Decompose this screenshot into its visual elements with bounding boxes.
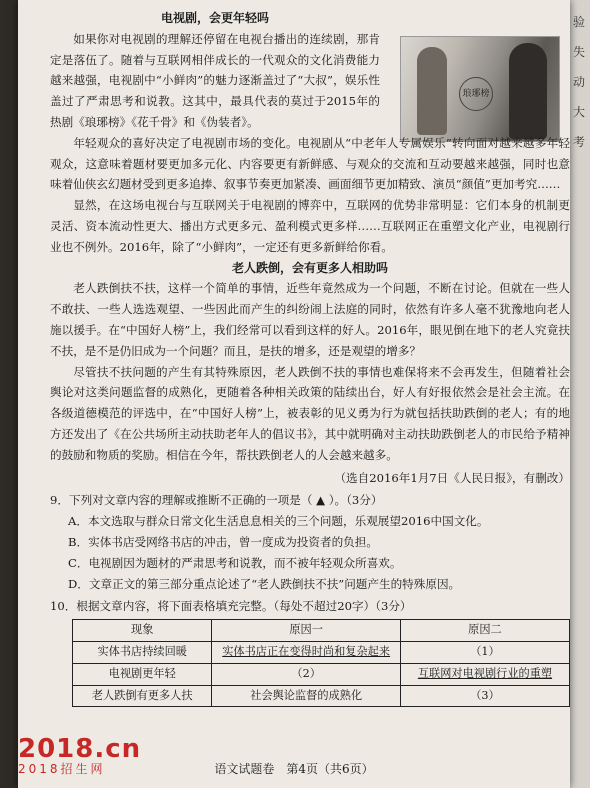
table-cell: 实体书店持续回暖: [73, 641, 212, 663]
table-header: 原因二: [400, 620, 569, 642]
table-header: 现象: [73, 620, 212, 642]
table-header: 原因一: [212, 620, 400, 642]
page-footer: 语文试题卷 第4页（共6页）: [214, 762, 374, 776]
watermark-subtext: 2018招生网: [18, 762, 106, 776]
table-row: [73, 685, 570, 707]
answer-table: [72, 619, 570, 707]
option-a: A．本文选取与群众日常文化生活息息相关的三个问题，乐观展望2016中国文化。: [68, 514, 489, 529]
answer-blank-3[interactable]: （3）: [400, 685, 569, 707]
table-row: [73, 663, 570, 685]
option-d: D．文章正文的第三部分重点论述了“老人跌倒扶不扶”问题产生的特殊原因。: [68, 576, 461, 591]
answer-blank-1[interactable]: （1）: [400, 641, 569, 663]
edge-char: 失: [573, 45, 586, 59]
background-left-edge: [0, 0, 18, 788]
article-body: [50, 8, 570, 707]
table-cell: 社会舆论监督的成熟化: [212, 685, 400, 707]
section-title-tv: 电视剧，会更年轻吗: [160, 11, 269, 25]
question-10: [50, 596, 570, 707]
exam-page: [18, 0, 570, 788]
paragraph: 显然，在这场电视台与互联网关于电视剧的博弈中，互联网的优势非常明显：它们本身的机制更灵活、资本流动性更大、播出方式更多元、盈利模式更多样……互联网正在重塑文化产业，电视剧行业也不例外。2016年，除了“小鲜肉”，一定还有更多新鲜给你看。: [50, 198, 570, 254]
paragraph: 老人跌倒扶不扶，这样一个简单的事情，近些年竟然成为一个问题，不断在讨论。但就在一些人不敢扶、一些人选选观望、一些因此而产生的纠纷闹上法庭的同时，依然有许多人毫不犹豫地向老人施以援手。在“中国好人榜”上，我们经常可以看到这样的好人。2016年，眼见倒在地下的老人究竟扶不扶，是不是仍旧成为一个问题？而且，是扶的增多，还是观望的增多？: [50, 281, 570, 358]
edge-char: 考: [573, 135, 586, 149]
table-cell: 老人跌倒有更多人扶: [73, 685, 212, 707]
table-cell: 互联网对电视剧行业的重塑: [400, 663, 569, 685]
table-row: [73, 641, 570, 663]
question-stem: 10．根据文章内容，将下面表格填充完整。（每处不超过20字）（3分）: [50, 599, 412, 614]
table-header-row: [73, 620, 570, 642]
paragraph: 尽管扶不扶问题的产生有其特殊原因，老人跌倒不扶的事情也难保将来不会再发生，但随着社会舆论对这类问题监督的成熟化，更随着各种相关政策的陆续出台，好人有好报依然会是社会主流。在各级道德模范的评选中，在“中国好人榜”上，被表彰的见义勇为行为就包括扶助跌倒的老人；有的地方还发出了《在公共场所主动扶助老年人的倡议书》，其中就明确对主动扶助跌倒老人的市民给予精神的鼓励和物质的奖励。相信在今年，帮扶跌倒老人的人会越来越多。: [50, 364, 570, 462]
source-note: （选自2016年1月7日《人民日报》，有删改）: [334, 470, 570, 485]
site-watermark: [18, 734, 146, 777]
answer-blank-2[interactable]: （2）: [212, 663, 400, 685]
photo-title-logo: 琅琊榜: [459, 77, 493, 111]
watermark-logo-text: 2018.cn: [18, 734, 142, 764]
table-cell: 电视剧更年轻: [73, 663, 212, 685]
question-9: [50, 490, 570, 594]
question-stem: 9．下列对文章内容的理解或推断不正确的一项是（ ▲ ）。（3分）: [50, 493, 383, 508]
option-c: C．电视剧因为题材的严肃思考和说教，而不被年轻观众所喜欢。: [68, 555, 402, 570]
option-b: B．实体书店受网络书店的冲击，曾一度成为投资者的负担。: [68, 534, 378, 549]
edge-char: 大: [573, 105, 586, 119]
paragraph: 如果你对电视剧的理解还停留在电视台播出的连续剧，那肯定是落伍了。随着与互联网相伴成长的一代观众的文化消费能力越来越强，电视剧中“小鲜肉”的魅力逐渐盖过了“大叔”，娱乐性盖过了严肃思考和说教。这其中，最具代表的莫过于2015年的热剧《琅琊榜》《花千骨》和《伪装者》。: [50, 31, 380, 129]
edge-char: 验: [573, 15, 586, 29]
table-cell: 实体书店正在变得时尚和复杂起来: [212, 641, 400, 663]
paragraph: 年轻观众的喜好决定了电视剧市场的变化。电视剧从“中老年人专属娱乐”转向面对越来越多年轻观众，这意味着题材要更加多元化、内容要更有新鲜感、与观众的交流和互动要越来越强，同时也意味着仙侠玄幻题材受到更多追捧、叙事节奏更加紧凑、画面细节更加精致、演员“颜值”更加考究……: [50, 135, 570, 192]
adjacent-page-edge: [570, 0, 590, 788]
section-title-elderly: 老人跌倒，会有更多人相助吗: [231, 260, 388, 275]
edge-char: 动: [573, 75, 586, 89]
